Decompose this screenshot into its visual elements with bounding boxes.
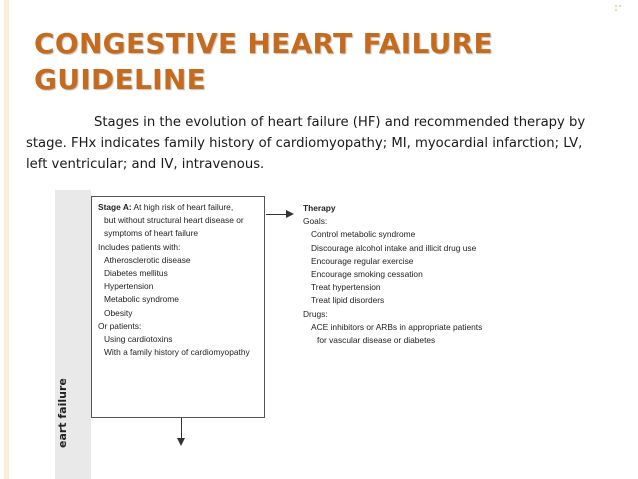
drugs-label: Drugs: bbox=[303, 308, 328, 319]
slide-title bbox=[34, 26, 594, 98]
includes-label: Includes patients with: bbox=[98, 241, 181, 252]
arrow-down bbox=[181, 418, 182, 440]
or-patients-label: Or patients: bbox=[98, 320, 142, 331]
includes-item: Metabolic syndrome bbox=[104, 294, 179, 305]
slide-title-line1: CONGESTIVE HEART FAILURE bbox=[34, 27, 493, 60]
stage-a-heading-rest: At high risk of heart failure, bbox=[131, 202, 234, 212]
stage-a-desc-line: symptoms of heart failure bbox=[104, 228, 199, 239]
figure-side-label: eart failure bbox=[56, 378, 69, 448]
or-patients-item: With a family history of cardiomyopathy bbox=[104, 347, 250, 358]
stage-a-heading-bold: Stage A: bbox=[98, 202, 132, 212]
goal-item: Discourage alcohol intake and illicit drug use bbox=[311, 242, 477, 253]
goal-item: Encourage smoking cessation bbox=[311, 269, 423, 280]
arrow-to-therapy bbox=[266, 214, 288, 215]
goals-label: Goals: bbox=[303, 216, 328, 227]
left-decor-stripe bbox=[4, 0, 9, 479]
includes-item: Obesity bbox=[104, 307, 133, 318]
stage-a-desc-line: but without structural heart disease or bbox=[104, 215, 244, 226]
arrow-to-therapy-head bbox=[286, 210, 294, 218]
therapy-heading: Therapy bbox=[303, 203, 336, 213]
stage-a-box bbox=[91, 196, 265, 418]
goal-item: Control metabolic syndrome bbox=[311, 229, 416, 240]
goal-item: Treat lipid disorders bbox=[311, 295, 385, 306]
arrow-down-head bbox=[177, 438, 185, 446]
or-patients-item: Using cardiotoxins bbox=[104, 334, 173, 345]
includes-item: Atherosclerotic disease bbox=[104, 254, 191, 265]
includes-item: Diabetes mellitus bbox=[104, 268, 168, 279]
left-decor-bar bbox=[0, 0, 14, 479]
stage-a-heading bbox=[98, 201, 258, 214]
corner-dots-decor bbox=[614, 4, 624, 14]
goal-item: Treat hypertension bbox=[311, 282, 381, 293]
slide-title-line2: GUIDELINE bbox=[34, 63, 207, 96]
figure-caption: Stages in the evolution of heart failure (HF) and recommended therapy by stage. FHx indicates family history of cardiomyopathy; MI, myocardial infarction; LV, left ventricular; and IV, intravenous. bbox=[26, 115, 586, 172]
therapy-panel bbox=[303, 202, 503, 347]
drug-item-cont: for vascular disease or diabetes bbox=[317, 335, 436, 346]
drug-item: ACE inhibitors or ARBs in appropriate patients bbox=[311, 321, 483, 332]
includes-item: Hypertension bbox=[104, 281, 154, 292]
goal-item: Encourage regular exercise bbox=[311, 255, 414, 266]
